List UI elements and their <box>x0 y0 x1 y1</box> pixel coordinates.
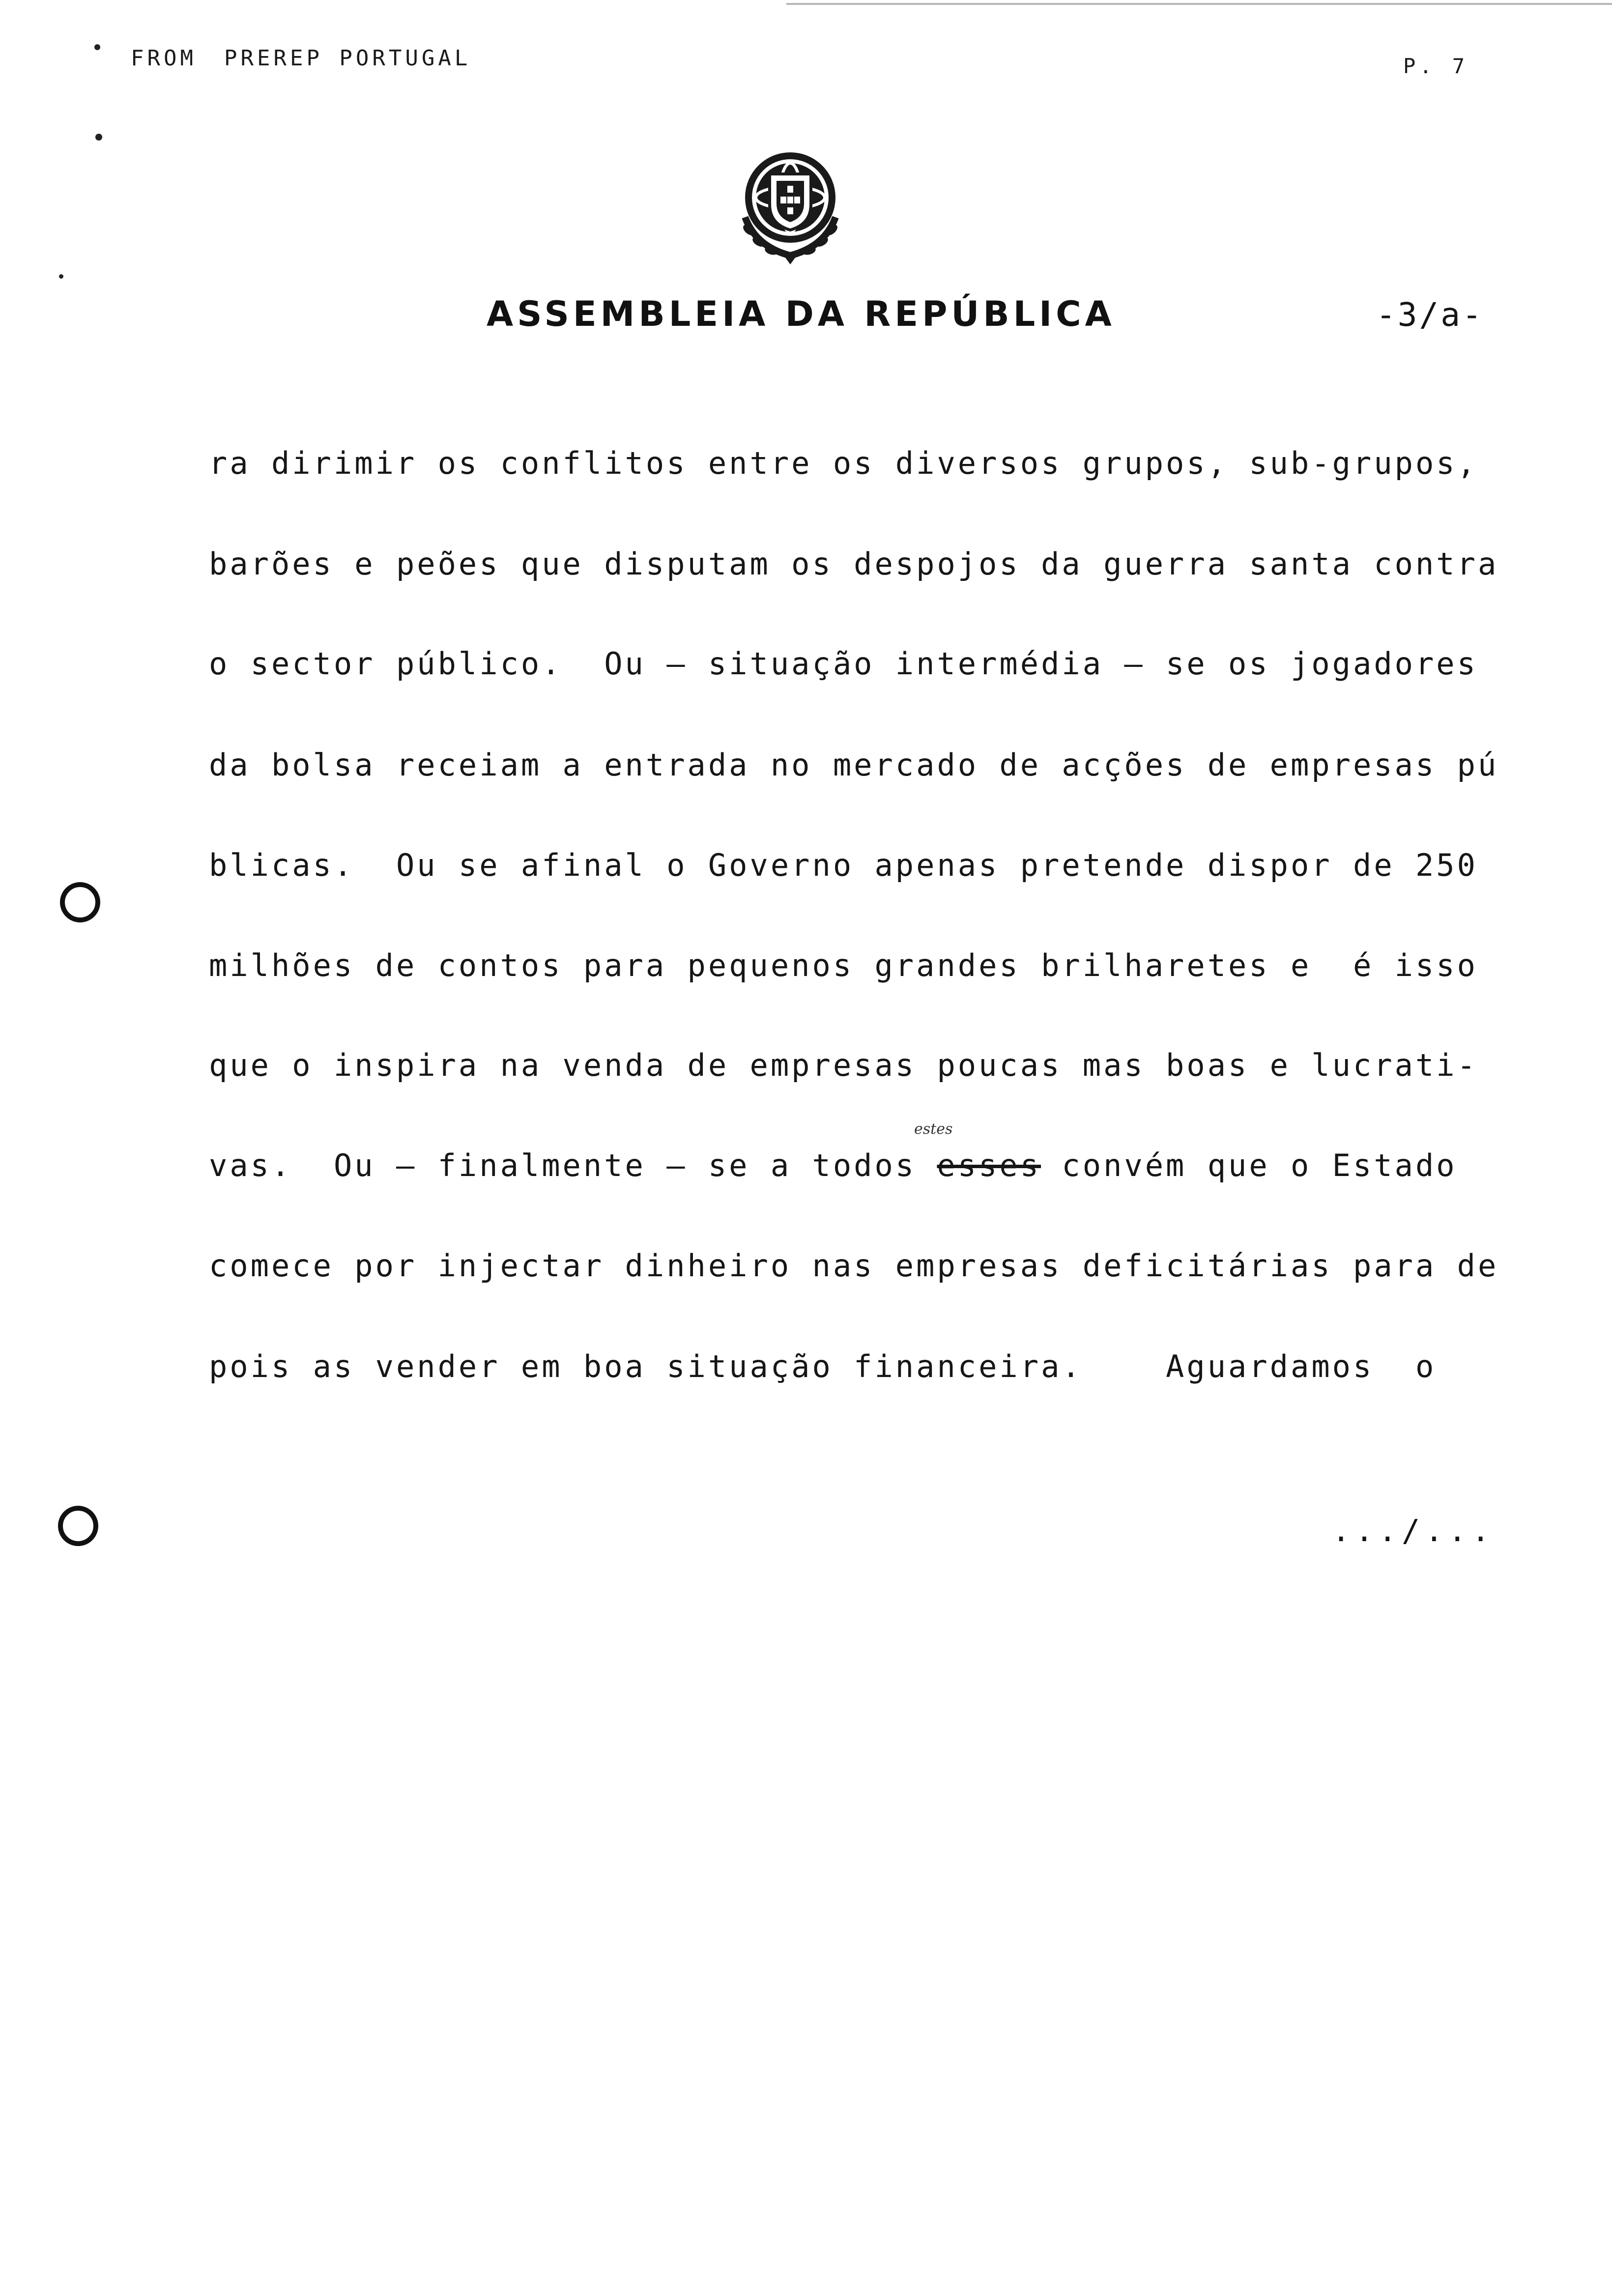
body-line-corrected <box>209 1150 1457 1181</box>
body-line-suffix: convém que o Estado <box>1062 1148 1457 1183</box>
margin-mark <box>94 44 100 50</box>
fax-header <box>131 46 471 121</box>
continuation-marker: .../... <box>1332 1513 1495 1549</box>
body-line: barões e peões que disputam os despojos da guerra santa contra <box>209 546 1499 582</box>
fax-from-label: FROM <box>131 46 197 71</box>
handwritten-insertion: estes <box>914 1120 953 1138</box>
margin-mark <box>59 274 63 279</box>
page-marker: -3/a- <box>1376 296 1484 334</box>
margin-mark <box>95 134 102 141</box>
body-line: da bolsa receiam a entrada no mercado de acções de empresas pú <box>209 747 1499 783</box>
body-line: milhões de contos para pequenos grandes brilharetes e é isso <box>209 947 1478 983</box>
body-line: blicas. Ou se afinal o Governo apenas pretende dispor de 250 <box>209 847 1478 883</box>
portuguese-coat-of-arms-icon <box>731 144 849 266</box>
fax-sender: PREREP PORTUGAL <box>224 46 471 71</box>
body-line: comece por injectar dinheiro nas empresas deficitárias para de <box>209 1248 1499 1284</box>
body-line: ra dirimir os conflitos entre os diversos grupos, sub-grupos, <box>209 445 1478 481</box>
body-line: o sector público. Ou – situação intermédia – se os jogadores <box>209 646 1478 682</box>
institution-title: ASSEMBLEIA DA REPÚBLICA <box>487 294 1116 334</box>
body-line-prefix: vas. Ou – finalmente – se a todos <box>209 1148 937 1183</box>
body-line: que o inspira na venda de empresas poucas mas boas e lucrati- <box>209 1047 1478 1083</box>
punch-hole <box>60 882 100 922</box>
struck-word: esses <box>937 1148 1041 1183</box>
fax-page-number: P. 7 <box>1403 54 1469 78</box>
top-edge-rule <box>786 3 1612 5</box>
punch-hole <box>58 1506 98 1546</box>
body-line: pois as vender em boa situação financeira. Aguardamos o <box>209 1349 1437 1384</box>
